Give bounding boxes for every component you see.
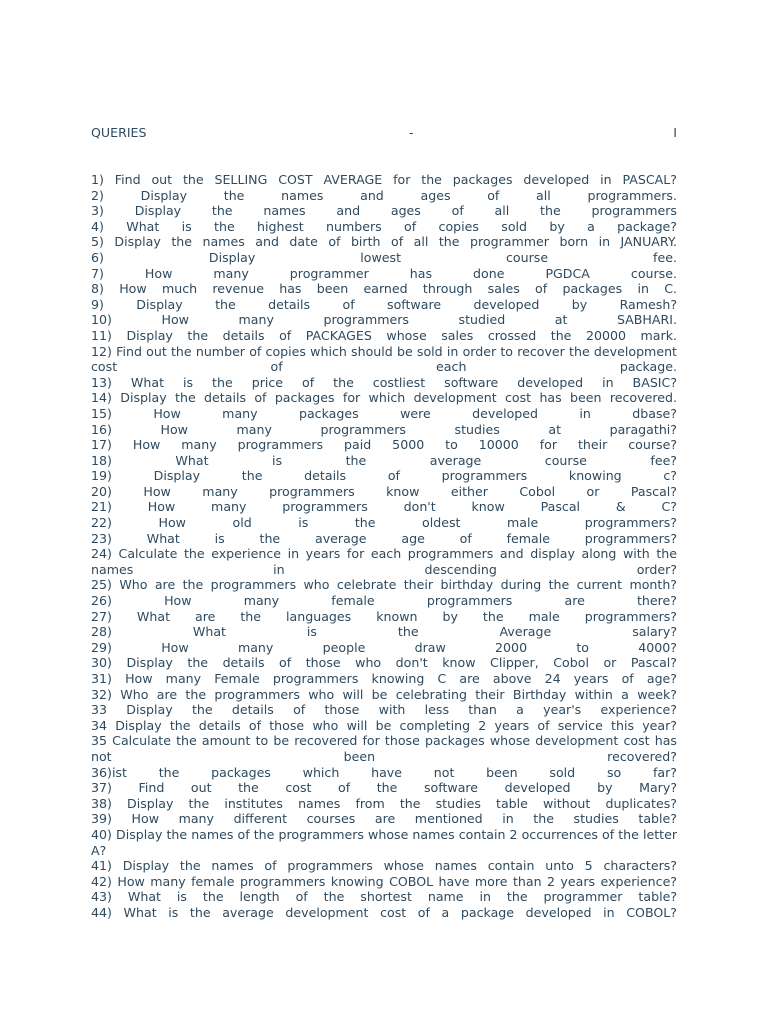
query-line: 17) How many programmers paid 5000 to 10000 for their course? <box>91 437 677 453</box>
query-line: 16) How many programmers studies at paragathi? <box>91 421 677 437</box>
query-item <box>91 765 677 781</box>
query-item <box>91 577 677 593</box>
query-line: 33 Display the details of those with less than a year's experience? <box>91 702 677 718</box>
query-item <box>91 905 677 921</box>
query-item <box>91 874 677 890</box>
query-item <box>91 499 677 515</box>
query-line: 11) Display the details of PACKAGES whose sales crossed the 20000 mark. <box>91 327 677 343</box>
query-line: 7) How many programmer has done PGDCA course. <box>91 265 677 281</box>
query-line: 36)ist the packages which have not been sold so far? <box>91 764 677 780</box>
query-line: 23) What is the average age of female programmers? <box>91 530 677 546</box>
query-line: 10) How many programmers studied at SABHARI. <box>91 312 677 328</box>
query-item <box>91 858 677 874</box>
query-line: 19) Display the details of programmers knowing c? <box>91 468 677 484</box>
query-item <box>91 546 677 577</box>
query-item <box>91 203 677 219</box>
query-line: names in descending order? <box>91 561 677 577</box>
query-item <box>91 531 677 547</box>
query-item <box>91 889 677 905</box>
query-line: 12) Find out the number of copies which should be sold in order to recover the development <box>91 343 677 359</box>
query-item <box>91 453 677 469</box>
query-line: 6) Display lowest course fee. <box>91 249 677 265</box>
query-line: 29) How many people draw 2000 to 4000? <box>91 639 677 655</box>
query-item <box>91 390 677 406</box>
query-line: 21) How many programmers don't know Pascal & C? <box>91 499 677 515</box>
query-line: 3) Display the names and ages of all the programmers <box>91 203 677 219</box>
query-item <box>91 609 677 625</box>
query-line: 35 Calculate the amount to be recovered for those packages whose development cost has <box>91 733 677 749</box>
query-item <box>91 250 677 266</box>
query-line: 42) How many female programmers knowing COBOL have more than 2 years experience? <box>91 873 677 889</box>
query-item <box>91 437 677 453</box>
query-item <box>91 811 677 827</box>
query-line: 15) How many packages were developed in dbase? <box>91 405 677 421</box>
query-line: 20) How many programmers know either Cobol or Pascal? <box>91 483 677 499</box>
query-item <box>91 687 677 703</box>
query-item <box>91 655 677 671</box>
query-item <box>91 796 677 812</box>
query-line: 40) Display the names of the programmers whose names contain 2 occurrences of the letter <box>91 826 677 842</box>
query-item <box>91 515 677 531</box>
document-page <box>91 0 677 1024</box>
query-line: 38) Display the institutes names from the studies table without duplicates? <box>91 795 677 811</box>
query-line: 34 Display the details of those who will be completing 2 years of service this year? <box>91 717 677 733</box>
query-line: 44) What is the average development cost of a package developed in COBOL? <box>91 904 677 920</box>
query-item <box>91 281 677 297</box>
query-item <box>91 266 677 282</box>
query-item <box>91 375 677 391</box>
query-line: 25) Who are the programmers who celebrate their birthday during the current month? <box>91 577 677 593</box>
query-item <box>91 640 677 656</box>
query-item <box>91 219 677 235</box>
query-item <box>91 468 677 484</box>
query-item <box>91 484 677 500</box>
query-line: A? <box>91 842 107 858</box>
query-line: 9) Display the details of software developed by Ramesh? <box>91 296 677 312</box>
query-line: 43) What is the length of the shortest name in the programmer table? <box>91 889 677 905</box>
query-line: 28) What is the Average salary? <box>91 624 677 640</box>
query-line: 24) Calculate the experience in years for each programmers and display along with the <box>91 546 677 562</box>
query-item <box>91 593 677 609</box>
query-line: 30) Display the details of those who don't know Clipper, Cobol or Pascal? <box>91 655 677 671</box>
query-item <box>91 297 677 313</box>
query-line: 26) How many female programmers are there? <box>91 593 677 609</box>
query-line: 27) What are the languages known by the male programmers? <box>91 608 677 624</box>
query-line: 4) What is the highest numbers of copies sold by a package? <box>91 218 677 234</box>
query-line: 14) Display the details of packages for which development cost has been recovered. <box>91 390 677 406</box>
query-line: not been recovered? <box>91 748 677 764</box>
query-item <box>91 234 677 250</box>
query-line: 22) How old is the oldest male programmers? <box>91 515 677 531</box>
query-line: 1) Find out the SELLING COST AVERAGE for the packages developed in PASCAL? <box>91 172 677 187</box>
page-header <box>91 125 677 141</box>
query-item <box>91 780 677 796</box>
query-line: 13) What is the price of the costliest software developed in BASIC? <box>91 374 677 390</box>
query-line: 39) How many different courses are mentioned in the studies table? <box>91 811 677 827</box>
query-item <box>91 718 677 734</box>
query-item <box>91 328 677 344</box>
header-part-number: I <box>673 125 677 140</box>
query-line: 31) How many Female programmers knowing C are above 24 years of age? <box>91 671 677 686</box>
query-line: 41) Display the names of programmers whose names contain unto 5 characters? <box>91 858 677 874</box>
query-line: 2) Display the names and ages of all programmers. <box>91 187 677 203</box>
query-item <box>91 344 677 375</box>
query-item <box>91 312 677 328</box>
query-item <box>91 406 677 422</box>
query-item <box>91 671 677 687</box>
query-item <box>91 172 677 188</box>
query-item <box>91 827 677 858</box>
header-title: QUERIES <box>91 125 147 140</box>
query-list <box>91 172 677 921</box>
query-item <box>91 702 677 718</box>
header-separator: - <box>409 125 414 140</box>
query-item <box>91 624 677 640</box>
query-line: cost of each package. <box>91 359 677 375</box>
query-item <box>91 733 677 764</box>
query-item <box>91 188 677 204</box>
query-line: 18) What is the average course fee? <box>91 452 677 468</box>
query-line: 5) Display the names and date of birth of all the programmer born in JANUARY. <box>91 234 677 250</box>
query-line: 37) Find out the cost of the software developed by Mary? <box>91 780 677 796</box>
query-line: 32) Who are the programmers who will be celebrating their Birthday within a week? <box>91 686 677 702</box>
query-item <box>91 422 677 438</box>
query-line: 8) How much revenue has been earned through sales of packages in C. <box>91 281 677 297</box>
